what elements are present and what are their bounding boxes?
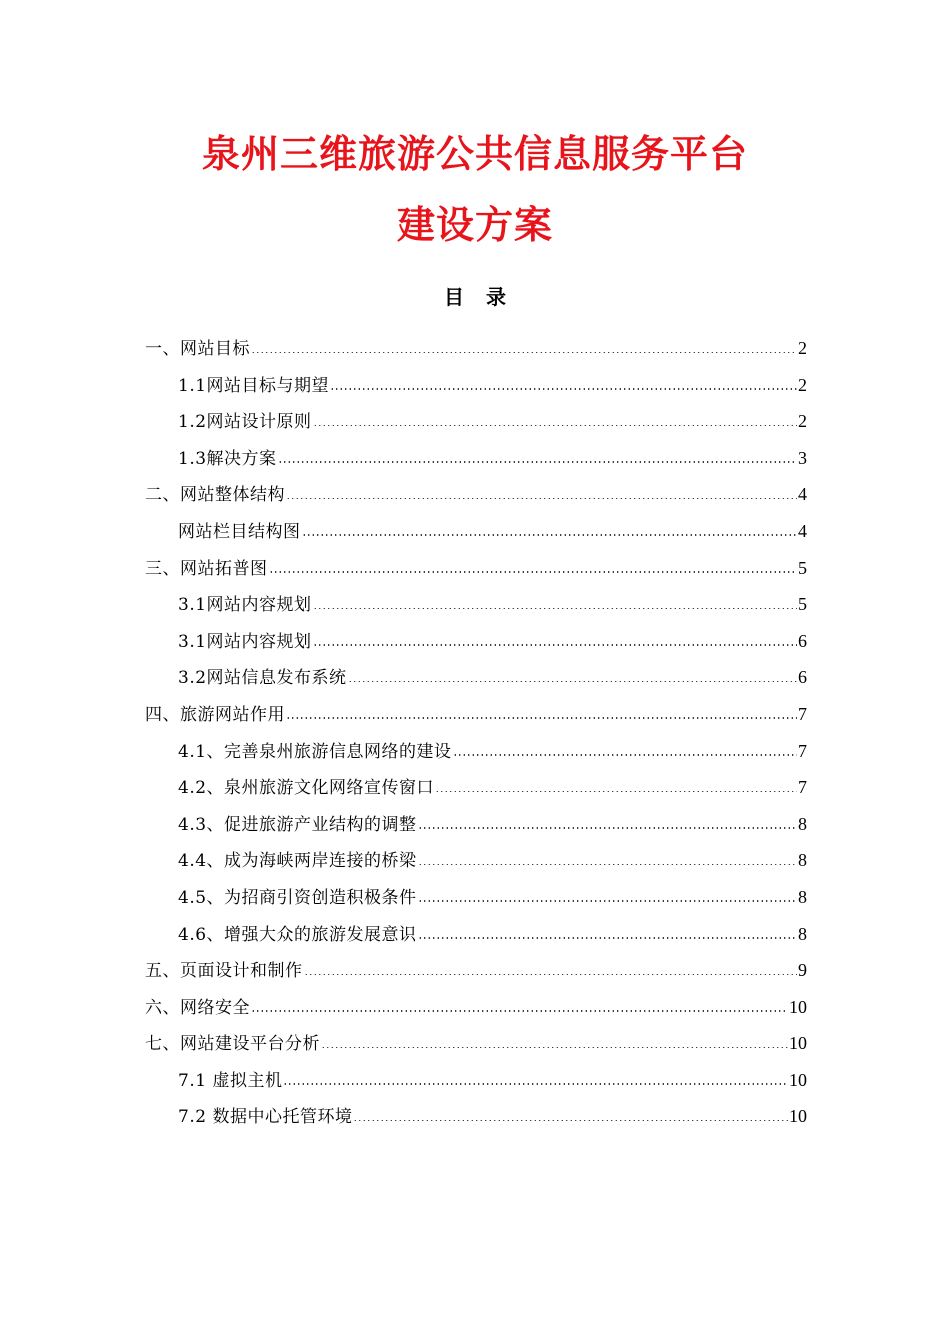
toc-entry-title: 一、网站目标 bbox=[145, 339, 250, 359]
toc-page-number: 6 bbox=[798, 667, 807, 688]
document-title-line-2: 建设方案 bbox=[396, 203, 553, 247]
toc-page-number: 9 bbox=[798, 960, 807, 981]
toc-entry-title: 1.3解决方案 bbox=[178, 448, 277, 469]
toc-entry[interactable] bbox=[145, 659, 807, 696]
toc-dot-leader bbox=[313, 411, 797, 427]
toc-entry-title: 3.1网站内容规划 bbox=[178, 631, 312, 652]
toc-entry-title: 二、网站整体结构 bbox=[145, 485, 285, 506]
toc-entry-title: 4.1、完善泉州旅游信息网络的建设 bbox=[178, 741, 452, 762]
toc-page-number: 5 bbox=[798, 557, 807, 578]
toc-page-number: 3 bbox=[798, 447, 807, 468]
toc-entry-title: 4.4、成为海峡两岸连接的桥梁 bbox=[178, 851, 417, 872]
toc-entry-title: 3.1网站内容规划 bbox=[178, 595, 312, 616]
toc-entry[interactable] bbox=[145, 403, 807, 440]
toc-entry[interactable] bbox=[145, 1025, 807, 1062]
toc-page-number: 2 bbox=[798, 374, 807, 395]
toc-dot-leader bbox=[304, 960, 798, 976]
toc-page-number: 7 bbox=[798, 703, 807, 724]
toc-dot-leader bbox=[286, 704, 797, 720]
toc-entry-title: 4.3、促进旅游产业结构的调整 bbox=[178, 814, 417, 835]
toc-dot-leader bbox=[283, 1070, 788, 1086]
toc-entry[interactable] bbox=[145, 440, 807, 477]
toc-entry[interactable] bbox=[145, 806, 807, 843]
toc-entry-title: 五、页面设计和制作 bbox=[145, 961, 303, 982]
toc-entry-title: 7.2 数据中心托管环境 bbox=[178, 1107, 353, 1128]
toc-entry[interactable] bbox=[145, 550, 807, 587]
toc-dot-leader bbox=[269, 558, 798, 574]
toc-dot-leader bbox=[418, 887, 797, 903]
toc-dot-leader bbox=[418, 850, 797, 866]
toc-dot-leader bbox=[251, 997, 788, 1013]
document-title-line-1: 泉州三维旅游公共信息服务平台 bbox=[201, 132, 748, 176]
toc-entry-title: 4.6、增强大众的旅游发展意识 bbox=[178, 924, 417, 945]
toc-dot-leader bbox=[418, 924, 797, 940]
toc-page-number: 2 bbox=[798, 338, 807, 358]
toc-entry-title: 3.2网站信息发布系统 bbox=[178, 668, 347, 689]
toc-entry-title: 三、网站拓普图 bbox=[145, 558, 268, 579]
toc-entry[interactable] bbox=[145, 586, 807, 623]
toc-entry[interactable] bbox=[145, 330, 807, 367]
toc-page-number: 7 bbox=[798, 740, 807, 761]
toc-entry-title: 4.5、为招商引资创造积极条件 bbox=[178, 887, 417, 908]
toc-dot-leader bbox=[353, 1106, 788, 1122]
toc-page-number: 10 bbox=[789, 1069, 807, 1090]
toc-entry[interactable] bbox=[145, 916, 807, 953]
toc-entry[interactable] bbox=[145, 733, 807, 770]
toc-entry[interactable] bbox=[145, 952, 807, 989]
toc-dot-leader bbox=[313, 631, 797, 647]
toc-entry[interactable] bbox=[145, 696, 807, 733]
toc-dot-leader bbox=[348, 667, 797, 683]
toc-page-number: 10 bbox=[789, 1033, 807, 1054]
toc-page-number: 4 bbox=[798, 520, 807, 541]
toc-dot-leader bbox=[286, 484, 797, 500]
toc-page-number: 6 bbox=[798, 630, 807, 651]
toc-dot-leader bbox=[313, 594, 797, 610]
toc-entry-title: 四、旅游网站作用 bbox=[145, 704, 285, 725]
toc-entry-title: 1.1网站目标与期望 bbox=[178, 375, 330, 396]
table-of-contents bbox=[145, 330, 807, 1135]
toc-dot-leader bbox=[453, 741, 797, 757]
toc-entry[interactable] bbox=[145, 989, 807, 1026]
toc-page-number: 10 bbox=[789, 1106, 807, 1127]
toc-dot-leader bbox=[302, 521, 798, 537]
toc-entry[interactable] bbox=[145, 367, 807, 404]
toc-entry-title: 六、网络安全 bbox=[145, 997, 250, 1018]
toc-page-number: 8 bbox=[798, 813, 807, 834]
toc-page-number: 8 bbox=[798, 923, 807, 944]
toc-entry[interactable] bbox=[145, 623, 807, 660]
toc-dot-leader bbox=[418, 814, 797, 830]
toc-entry[interactable] bbox=[145, 769, 807, 806]
toc-dot-leader bbox=[330, 375, 797, 391]
toc-entry[interactable] bbox=[145, 1062, 807, 1099]
toc-entry[interactable] bbox=[145, 1098, 807, 1135]
toc-entry-title: 7.1 虚拟主机 bbox=[178, 1070, 283, 1091]
toc-page-number: 4 bbox=[798, 484, 807, 505]
toc-page-number: 2 bbox=[798, 411, 807, 432]
toc-dot-leader bbox=[435, 777, 797, 793]
toc-entry[interactable] bbox=[145, 879, 807, 916]
toc-dot-leader bbox=[278, 448, 797, 464]
toc-entry-title: 网站栏目结构图 bbox=[178, 521, 301, 542]
toc-entry[interactable] bbox=[145, 842, 807, 879]
toc-page-number: 8 bbox=[798, 850, 807, 871]
toc-heading: 目录 bbox=[444, 285, 528, 309]
toc-entry[interactable] bbox=[145, 513, 807, 550]
toc-page-number: 10 bbox=[789, 996, 807, 1017]
toc-page-number: 8 bbox=[798, 886, 807, 907]
toc-entry[interactable] bbox=[145, 476, 807, 513]
toc-dot-leader bbox=[251, 338, 797, 354]
toc-entry-title: 4.2、泉州旅游文化网络宣传窗口 bbox=[178, 778, 435, 799]
toc-page-number: 5 bbox=[798, 594, 807, 615]
toc-page-number: 7 bbox=[798, 777, 807, 798]
toc-dot-leader bbox=[321, 1033, 788, 1049]
toc-entry-title: 七、网站建设平台分析 bbox=[145, 1034, 320, 1055]
toc-entry-title: 1.2网站设计原则 bbox=[178, 412, 312, 433]
